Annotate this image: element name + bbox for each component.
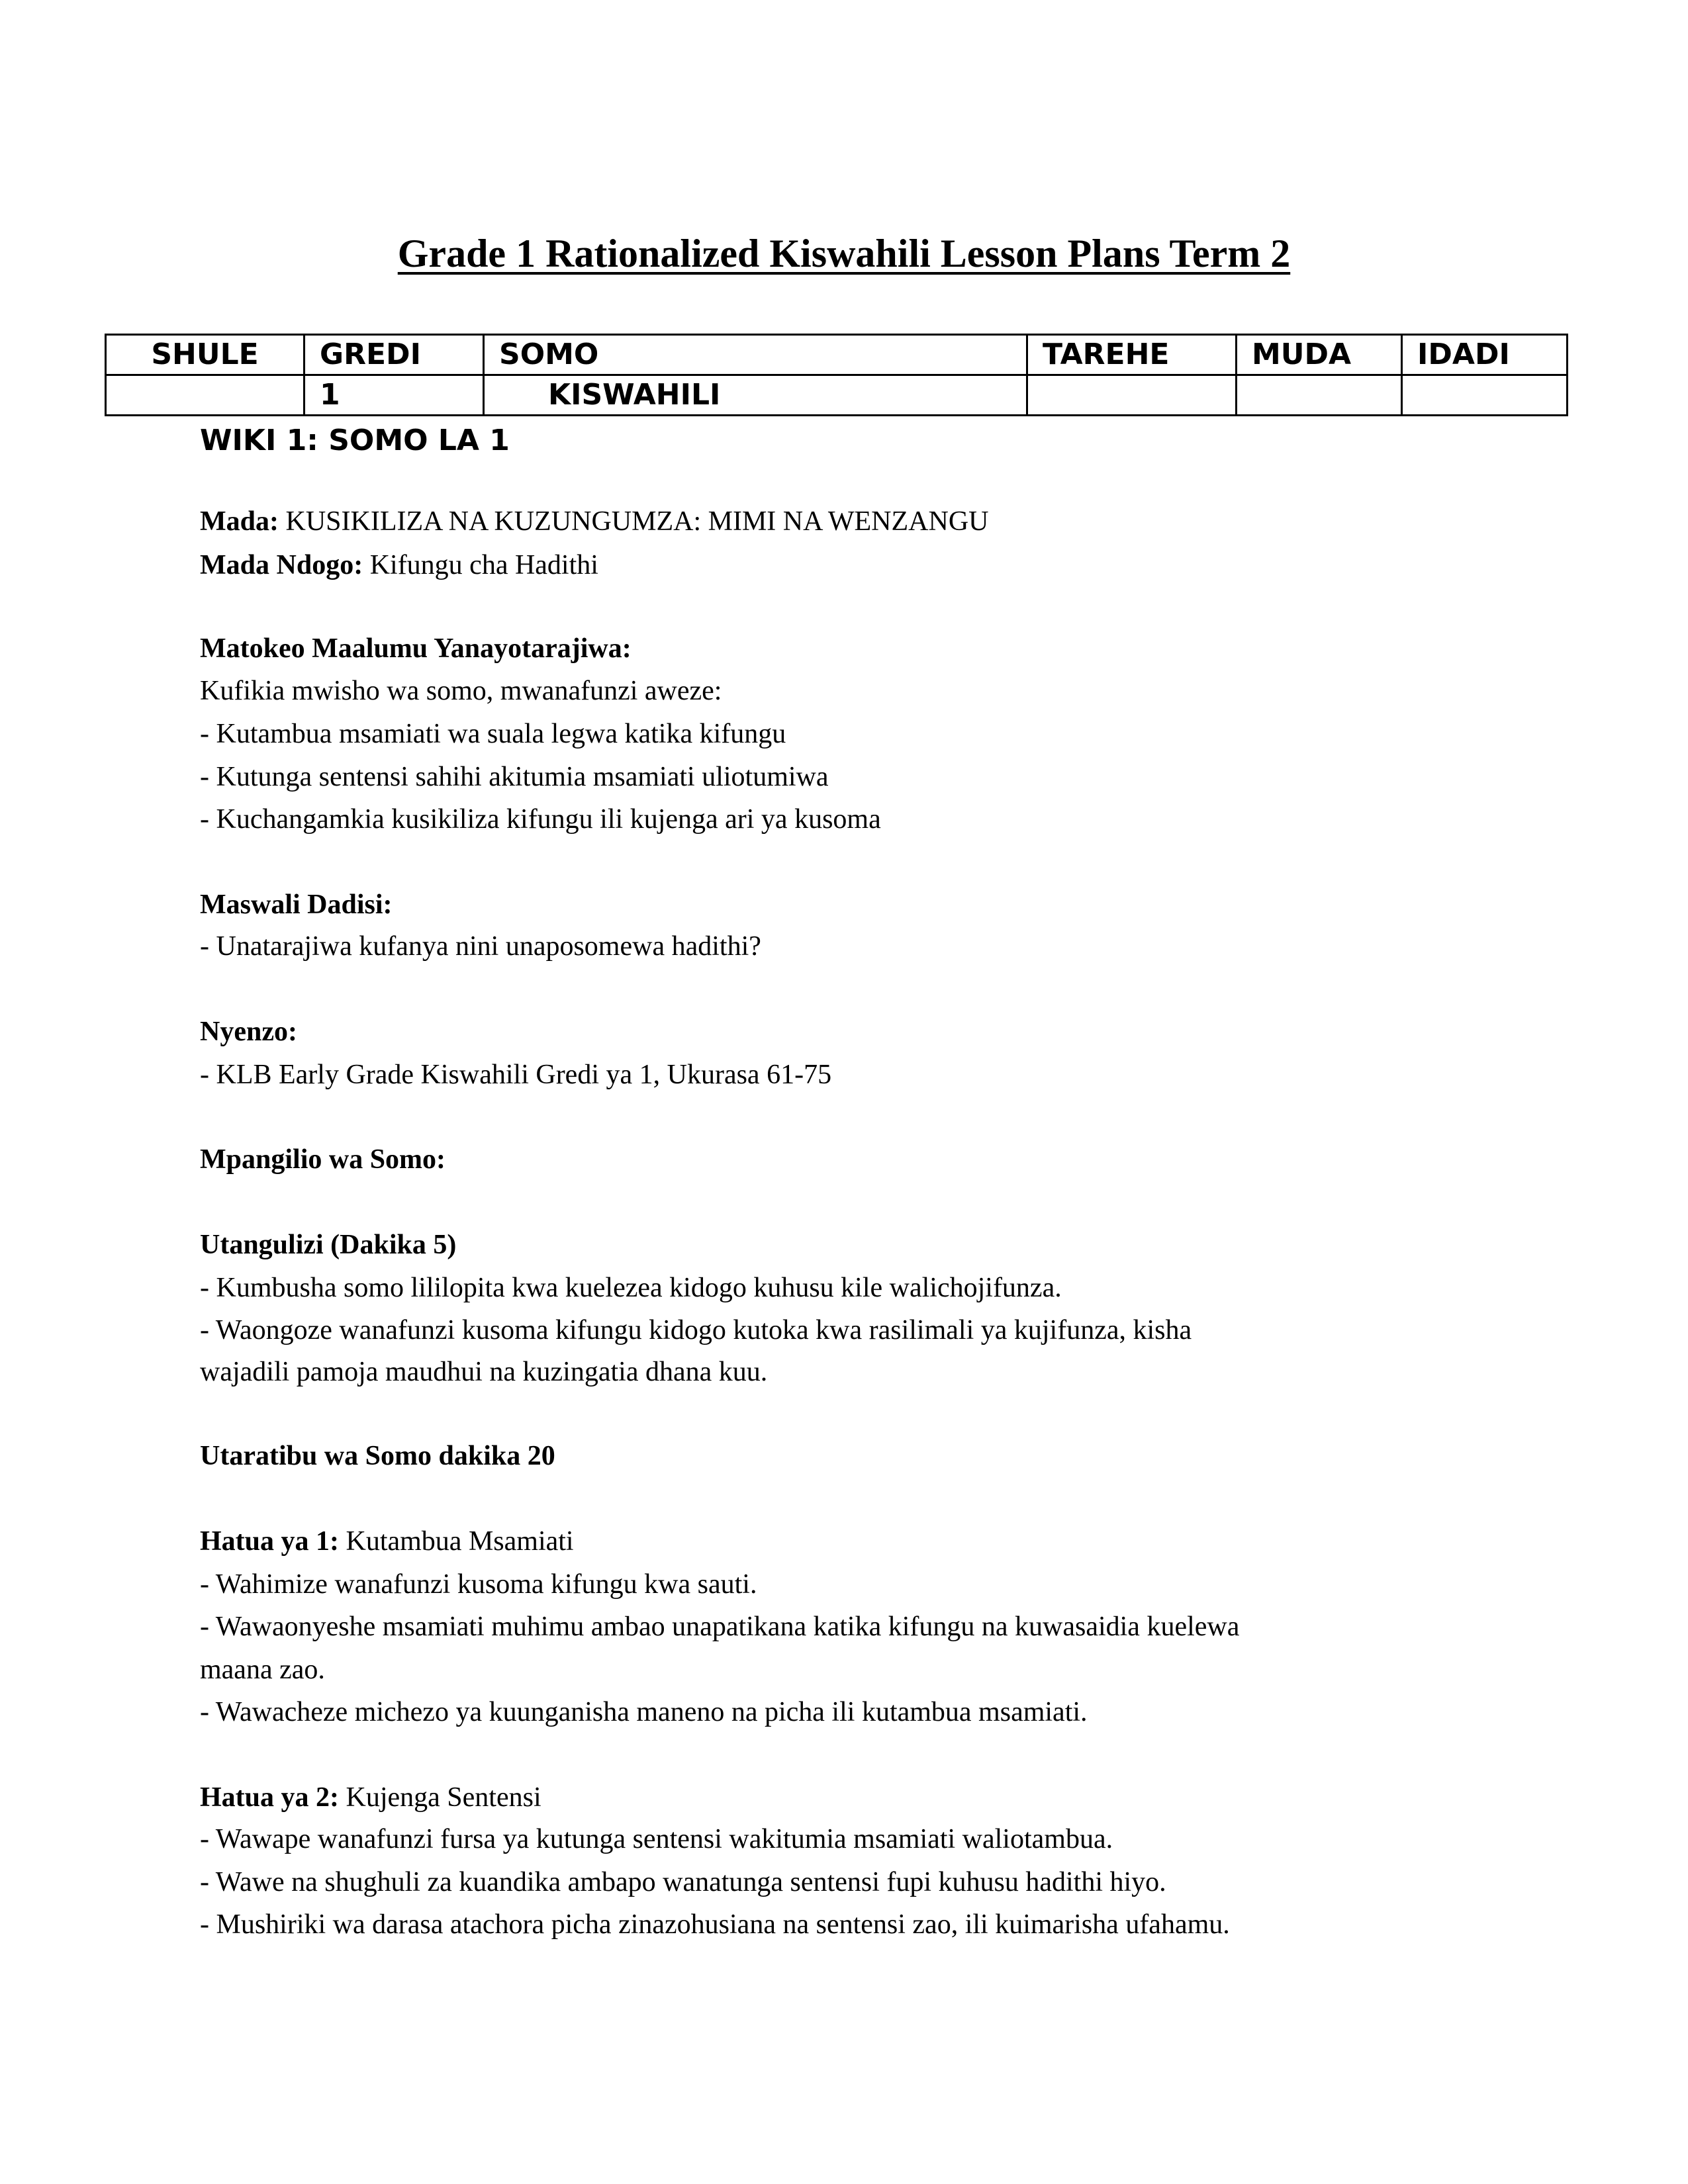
step-1-line: maana zao.	[200, 1655, 325, 1685]
value-somo: KISWAHILI	[484, 375, 1027, 416]
value-gredi: 1	[305, 375, 484, 416]
step-2-heading	[200, 1776, 541, 1819]
header-tarehe: TAREHE	[1027, 335, 1237, 375]
subtopic-label: Mada Ndogo:	[200, 550, 363, 580]
document-title: Grade 1 Rationalized Kiswahili Lesson Plans Term 2	[397, 232, 1291, 275]
topic-value: KUSIKILIZA NA KUZUNGUMZA: MIMI NA WENZANGU	[279, 506, 989, 537]
introduction-line: wajadili pamoja maudhui na kuzingatia dhana kuu.	[200, 1357, 768, 1387]
outcome-item: - Kuchangamkia kusikiliza kifungu ili kujenga ari ya kusoma	[200, 804, 881, 835]
outcomes-heading: Matokeo Maalumu Yanayotarajiwa:	[200, 633, 632, 664]
lesson-info-table	[105, 334, 1568, 416]
info-table-header-row	[106, 335, 1568, 375]
subtopic-line	[200, 544, 598, 586]
step-1-title: Kutambua Msamiati	[339, 1526, 574, 1557]
value-tarehe	[1027, 375, 1237, 416]
step-2-label: Hatua ya 2:	[200, 1782, 339, 1813]
step-1-line: - Wawaonyeshe msamiati muhimu ambao unapatikana katika kifungu na kuwasaidia kuelewa	[200, 1612, 1240, 1642]
outcome-item: - Kutambua msamiati wa suala legwa katika kifungu	[200, 719, 786, 749]
step-2-title: Kujenga Sentensi	[339, 1782, 541, 1813]
step-1-line: - Wahimize wanafunzi kusoma kifungu kwa sauti.	[200, 1569, 757, 1600]
procedure-heading: Utaratibu wa Somo dakika 20	[200, 1441, 555, 1471]
introduction-line: - Waongoze wanafunzi kusoma kifungu kidogo kutoka kwa rasilimali ya kujifunza, kisha	[200, 1315, 1192, 1345]
step-2-line: - Mushiriki wa darasa atachora picha zinazohusiana na sentensi zao, ili kuimarisha ufahamu.	[200, 1909, 1230, 1940]
introduction-line: - Kumbusha somo lililopita kwa kuelezea kidogo kuhusu kile walichojifunza.	[200, 1273, 1062, 1303]
header-idadi: IDADI	[1402, 335, 1568, 375]
value-muda	[1237, 375, 1402, 416]
step-1-label: Hatua ya 1:	[200, 1526, 339, 1557]
info-table-value-row	[106, 375, 1568, 416]
step-1-line: - Wawacheze michezo ya kuunganisha maneno na picha ili kutambua msamiati.	[200, 1697, 1088, 1727]
week-lesson-label: WIKI 1: SOMO LA 1	[200, 424, 510, 457]
header-muda: MUDA	[1237, 335, 1402, 375]
step-1-heading	[200, 1520, 574, 1563]
header-gredi: GREDI	[305, 335, 484, 375]
resources-heading: Nyenzo:	[200, 1017, 297, 1047]
introduction-heading: Utangulizi (Dakika 5)	[200, 1230, 457, 1260]
header-shule: SHULE	[106, 335, 305, 375]
inquiry-heading: Maswali Dadisi:	[200, 889, 393, 920]
resource-item: - KLB Early Grade Kiswahili Gredi ya 1, Ukurasa 61-75	[200, 1060, 832, 1090]
lesson-plan-heading: Mpangilio wa Somo:	[200, 1144, 446, 1175]
step-2-line: - Wawape wanafunzi fursa ya kutunga sentensi wakitumia msamiati waliotambua.	[200, 1824, 1113, 1854]
topic-label: Mada:	[200, 506, 279, 537]
value-shule	[106, 375, 305, 416]
step-2-line: - Wawe na shughuli za kuandika ambapo wanatunga sentensi fupi kuhusu hadithi hiyo.	[200, 1867, 1166, 1897]
topic-line	[200, 500, 988, 543]
header-somo: SOMO	[484, 335, 1027, 375]
value-idadi	[1402, 375, 1568, 416]
outcomes-intro: Kufikia mwisho wa somo, mwanafunzi aweze:	[200, 676, 722, 706]
outcome-item: - Kutunga sentensi sahihi akitumia msamiati uliotumiwa	[200, 762, 829, 792]
inquiry-item: - Unatarajiwa kufanya nini unaposomewa hadithi?	[200, 931, 761, 962]
subtopic-value: Kifungu cha Hadithi	[363, 550, 598, 580]
